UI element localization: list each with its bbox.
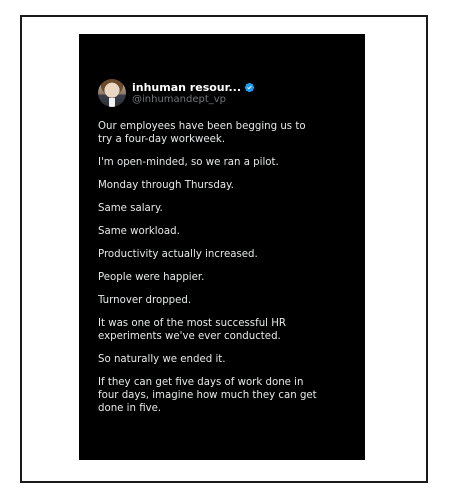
- author-info: [132, 81, 255, 106]
- tweet-paragraph: Same workload.: [98, 226, 180, 237]
- avatar-shirt: [109, 98, 115, 107]
- tweet-paragraph: Our employees have been begging us to try a four-day workweek.: [98, 121, 306, 145]
- tweet-paragraph: It was one of the most successful HR experiments we've ever conducted.: [98, 318, 286, 342]
- tweet-paragraph: So naturally we ended it.: [98, 354, 226, 365]
- tweet-paragraph: Monday through Thursday.: [98, 180, 234, 191]
- author-display-name[interactable]: inhuman resour...: [132, 80, 242, 94]
- author-handle[interactable]: @inhumandept_vp: [132, 93, 227, 105]
- name-row: [132, 81, 255, 94]
- tweet-paragraph: I'm open-minded, so we ran a pilot.: [98, 157, 279, 168]
- tweet-paragraph: Productivity actually increased.: [98, 249, 258, 260]
- avatar[interactable]: [98, 79, 126, 107]
- tweet-header: [98, 78, 353, 108]
- tweet-paragraph: Turnover dropped.: [98, 295, 192, 306]
- tweet-paragraph: If they can get five days of work done in four days, imagine how much they can get done in five.: [98, 377, 317, 414]
- tweet-card[interactable]: [79, 34, 365, 460]
- tweet-paragraph: People were happier.: [98, 272, 205, 283]
- tweet-paragraph: Same salary.: [98, 203, 163, 214]
- verified-badge-icon: [244, 82, 255, 93]
- tweet-text: [98, 120, 353, 415]
